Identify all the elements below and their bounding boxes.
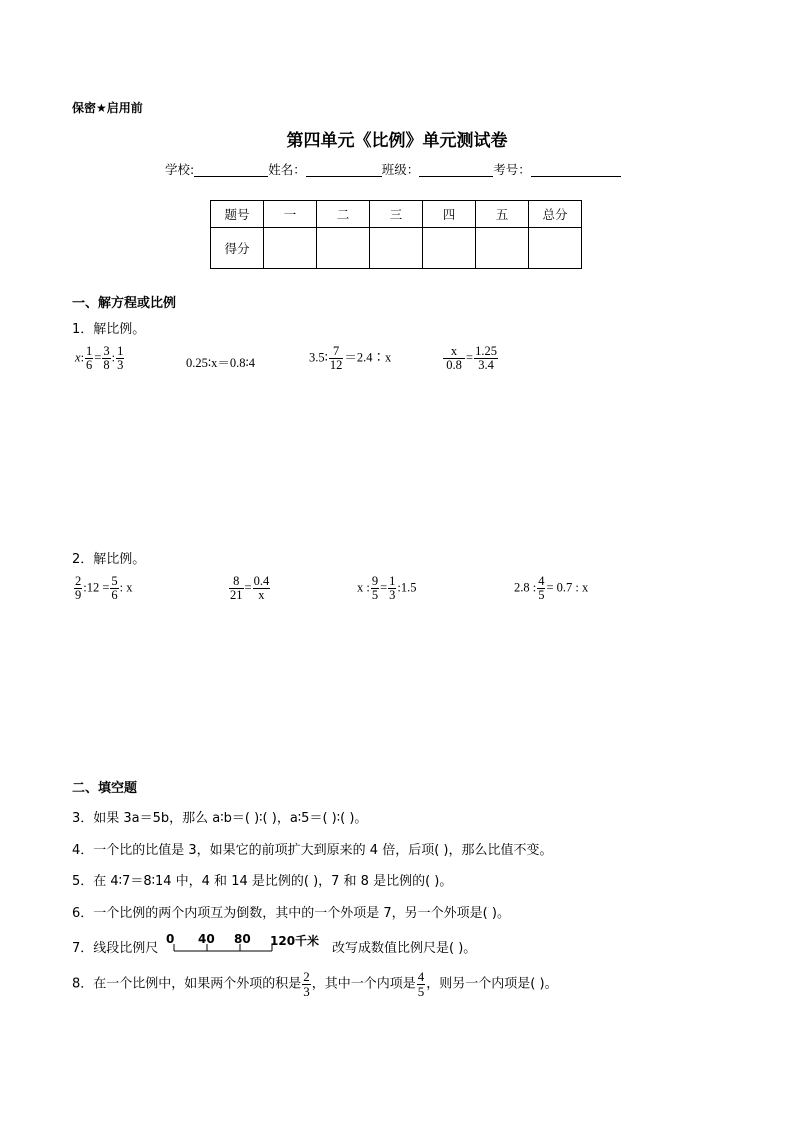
name-field[interactable] [306,162,382,177]
score-header-cell: 三 [370,201,423,228]
scale-label-120km: 120千米 [270,934,320,948]
score-header-cell: 一 [264,201,317,228]
name-label: 姓名： [268,162,306,177]
scale-label-40: 40 [198,932,215,946]
score-header-cell: 题号 [211,201,264,228]
score-cell[interactable] [423,228,476,269]
score-header-cell: 五 [476,201,529,228]
scale-label-0: 0 [166,932,175,946]
score-row-label: 得分 [211,228,264,269]
exam-no-label: 考号： [493,162,531,177]
question-3: 3．如果 3a＝5b，那么 a∶b＝( )∶( )，a∶5＝( )∶( )。 [72,811,368,826]
exam-no-field[interactable] [531,162,621,177]
score-cell[interactable] [317,228,370,269]
score-table [210,200,582,269]
q2-equation-3: x : $\frac{9}{5}$ = $\frac{1}{3}$ :1.5 [357,574,417,603]
q1-equation-3: 3.5∶ $\frac{7}{12}$ ＝2.4∶x [309,344,392,373]
question-6: 6．一个比例的两个内项互为倒数，其中的一个外项是 7，另一个外项是( )。 [72,906,510,921]
q1-equation-4: $\frac{x}{0.8}$ = $\frac{1.25}{3.4}$ [442,345,499,372]
score-header-cell: 四 [423,201,476,228]
scale-label-80: 80 [234,932,251,946]
score-cell[interactable] [370,228,423,269]
question-2-label: 2．解比例。 [72,552,146,567]
section-2-title: 二、填空题 [72,781,138,796]
question-7-prefix: 7．线段比例尺 [72,941,159,956]
q2-equation-4: 2.8 : $\frac{4}{5}$ = 0.7 : x [514,574,589,603]
page-title: 第四单元《比例》单元测试卷 [286,131,508,151]
question-1-label: 1．解比例。 [72,322,146,337]
class-field[interactable] [419,162,493,177]
student-info-line [165,160,621,178]
score-table-score-row [211,228,582,269]
q2-equation-1: $\frac{2}{9}$ :12 = $\frac{5}{6}$ : x [75,574,133,603]
q1-equation-2: 0.25∶x＝0.8∶4 [186,356,256,370]
question-7-suffix: 改写成数值比例尺是( )。 [332,941,477,956]
section-1-title: 一、解方程或比例 [72,296,177,311]
class-label: 班级： [381,162,420,177]
question-8: 8．在一个比例中，如果两个外项的积是 $\frac{2}{3}$ ，其中一个内项是 $\frac{4}{5}$ ，则另一个内项是( )。 [72,969,558,999]
score-table-header-row [211,201,582,228]
score-header-cell: 总分 [529,201,582,228]
school-field[interactable] [194,162,268,177]
school-label: 学校: [165,162,195,177]
score-cell[interactable] [529,228,582,269]
q2-equation-2: $\frac{8}{21}$ = $\frac{0.4}{x}$ [230,574,270,603]
score-cell[interactable] [476,228,529,269]
score-cell[interactable] [264,228,317,269]
score-header-cell: 二 [317,201,370,228]
secret-label: 保密★启用前 [72,101,143,115]
q1-equation-1: x: $\frac{1}{6}$ = $\frac{3}{8}$ : $\frac{1}{3}$ [75,344,124,373]
question-5: 5．在 4∶7＝8∶14 中，4 和 14 是比例的( )，7 和 8 是比例的( )。 [72,874,453,889]
question-4: 4．一个比的比值是 3，如果它的前项扩大到原来的 4 倍，后项( )，那么比值不变。 [72,843,553,858]
